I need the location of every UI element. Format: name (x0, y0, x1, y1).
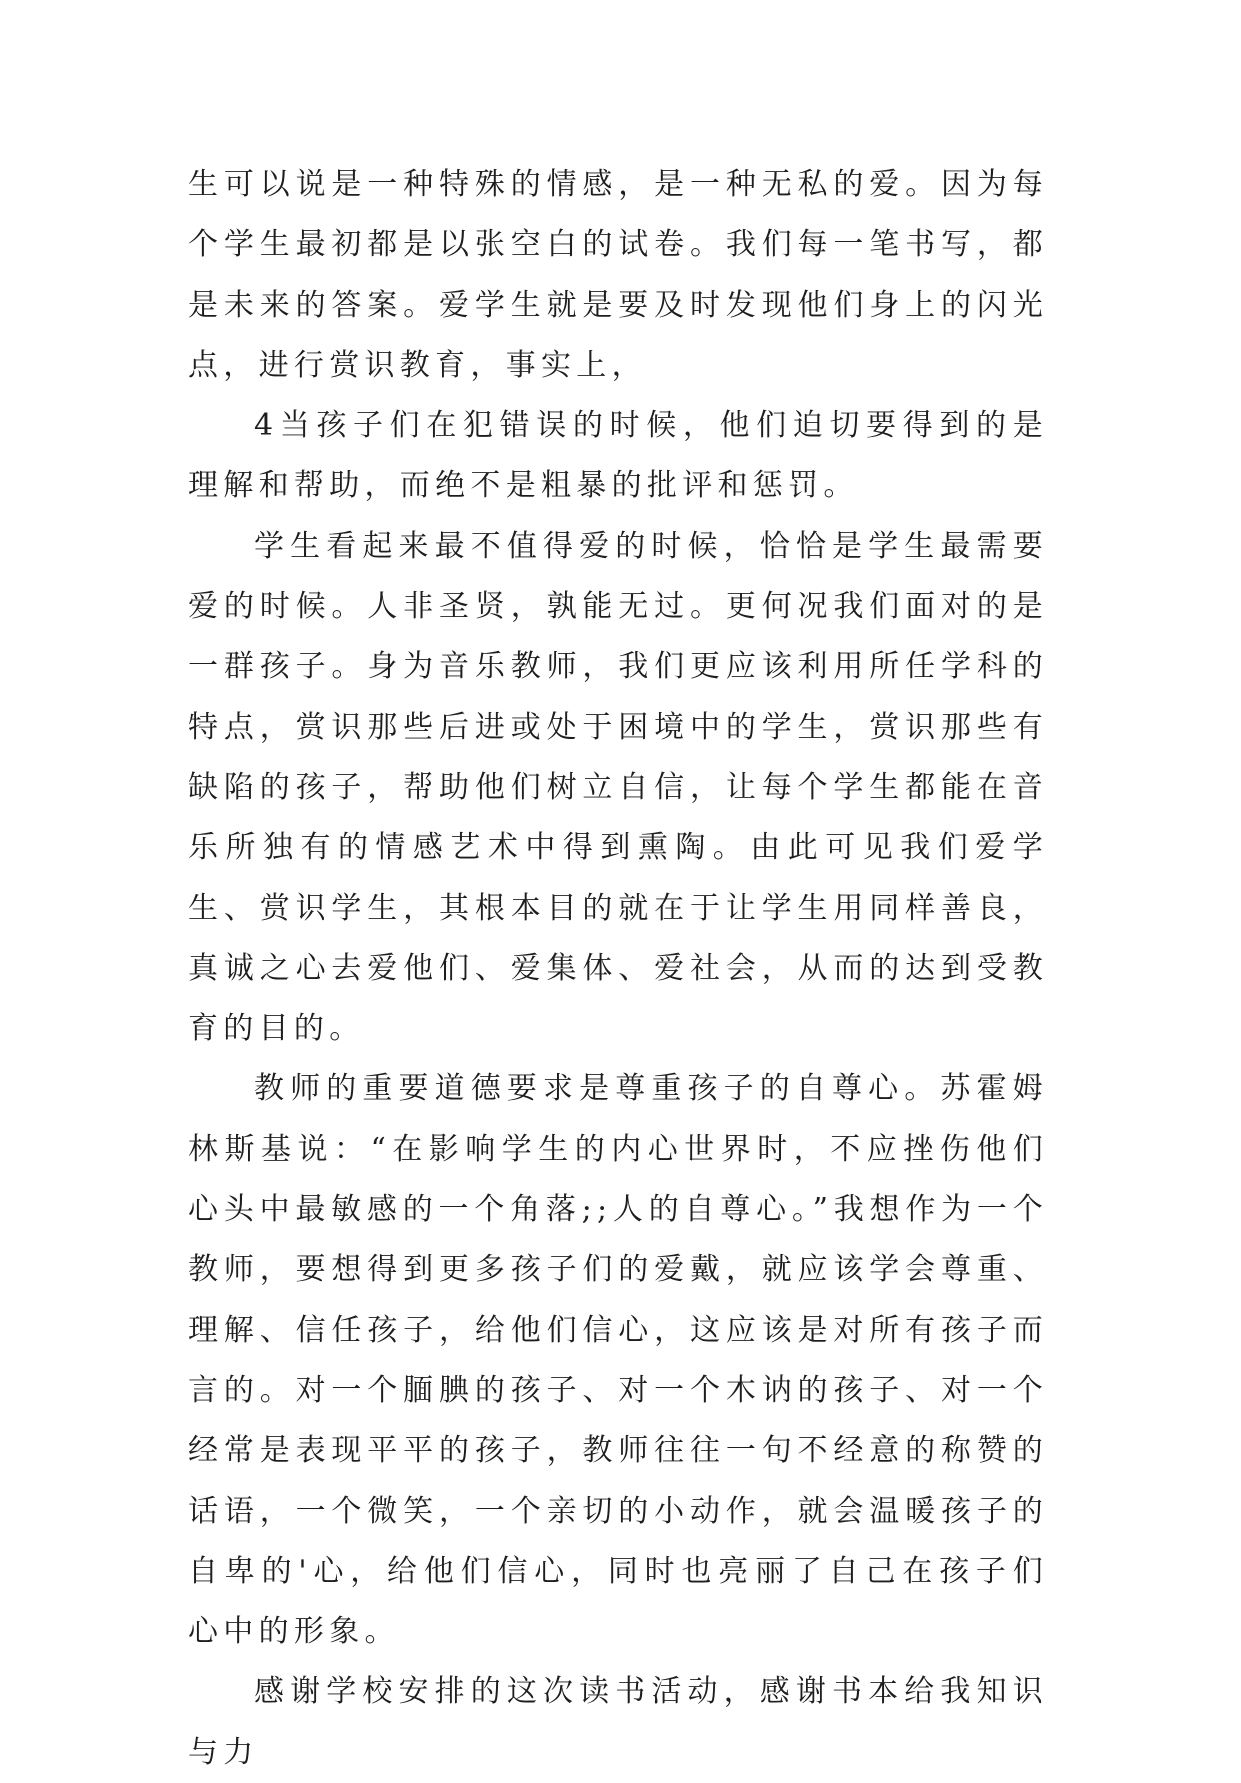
paragraph: 学生看起来最不值得爱的时候，恰恰是学生最需要爱的时候。人非圣贤，孰能无过。更何况我们面对的是一群孩子。身为音乐教师，我们更应该利用所任学科的特点，赏识那些后进或处于困境中的学生，赏识那些有缺陷的孩子，帮助他们树立自信，让每个学生都能在音乐所独有的情感艺术中得到熏陶。由此可见我们爱学生、赏识学生，其根本目的就在于让学生用同样善良，真诚之心去爱他们、爱集体、爱社会，从而的达到受教育的目的。 (188, 528, 1048, 1047)
document-body (188, 155, 1048, 1783)
paragraph: 4当孩子们在犯错误的时候，他们迫切要得到的是理解和帮助，而绝不是粗暴的批评和惩罚。 (188, 408, 1048, 504)
paragraph-continuation: 生可以说是一种特殊的情感，是一种无私的爱。因为每个学生最初都是以张空白的试卷。我们每一笔书写，都是未来的答案。爱学生就是要及时发现他们身上的闪光点，进行赏识教育，事实上， (188, 167, 1048, 383)
paragraph: 教师的重要道德要求是尊重孩子的自尊心。苏霍姆林斯基说：“在影响学生的内心世界时，不应挫伤他们心头中最敏感的一个角落;;人的自尊心。”我想作为一个教师，要想得到更多孩子们的爱戴，就应该学会尊重、理解、信任孩子，给他们信心，这应该是对所有孩子而言的。对一个腼腆的孩子、对一个木讷的孩子、对一个经常是表现平平的孩子，教师往往一句不经意的称赞的话语，一个微笑，一个亲切的小动作，就会温暖孩子的自卑的'心，给他们信心，同时也亮丽了自己在孩子们心中的形象。 (188, 1071, 1048, 1650)
paragraph: 感谢学校安排的这次读书活动，感谢书本给我知识与力 (188, 1674, 1048, 1770)
